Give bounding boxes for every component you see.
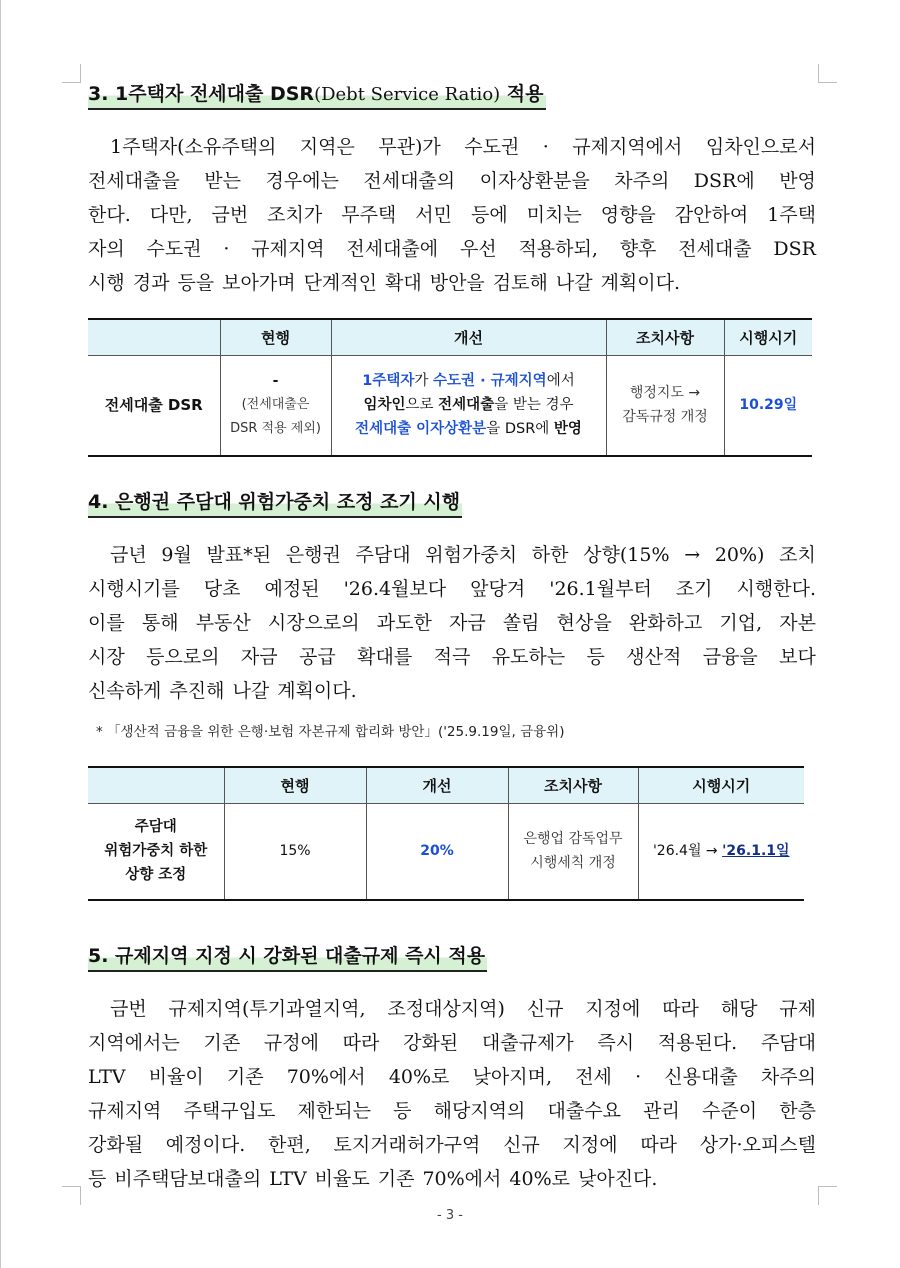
- section-3-heading-main: 3. 1주택자 전세대출 DSR: [88, 83, 315, 105]
- paragraph-word: 경우에는: [265, 170, 339, 192]
- paragraph-word: 1주택자(소유주택의: [110, 136, 277, 158]
- paragraph-word: 차주의: [760, 1066, 816, 1088]
- paragraph-word: 발표*된: [206, 544, 272, 566]
- paragraph-word: 서민: [415, 204, 452, 226]
- paragraph-word: 향후: [619, 238, 657, 260]
- paragraph-line: [88, 1162, 816, 1196]
- paragraph-word: 자금: [240, 646, 278, 668]
- table-header-cell: 개선: [331, 319, 606, 356]
- paragraph-word: 낮아지며,: [472, 1066, 553, 1088]
- bold-text: 임차인: [363, 397, 406, 414]
- paragraph-word: 신규: [503, 1134, 540, 1156]
- plain-text: 을 DSR에: [486, 421, 554, 438]
- paragraph-word: 나갈: [232, 680, 270, 702]
- table-header-cell: [88, 767, 224, 804]
- paragraph-word: 조기: [675, 578, 713, 600]
- paragraph-word: 시장: [88, 646, 125, 668]
- paragraph-line: [88, 538, 816, 572]
- paragraph-word: 따라: [342, 1032, 380, 1054]
- paragraph-word: 지정에: [585, 998, 641, 1020]
- paragraph-line: [88, 1060, 816, 1094]
- paragraph-word: 반영: [779, 170, 816, 192]
- paragraph-word: LTV: [269, 1168, 307, 1190]
- paragraph-word: 적용된다.: [657, 1032, 738, 1054]
- section-3-table: [88, 318, 812, 457]
- paragraph-word: 자금: [448, 612, 486, 634]
- paragraph-word: 위험가중치: [425, 544, 518, 566]
- paragraph-word: 계획이다.: [277, 680, 357, 702]
- paragraph-word: 추진해: [169, 680, 225, 702]
- paragraph-word: 규제지역: [88, 1100, 162, 1122]
- row-label-line: 위험가중치 하한: [104, 843, 208, 860]
- paragraph-word: 감안하여: [674, 204, 749, 226]
- paragraph-word: 적용하되,: [518, 238, 598, 260]
- timing-old: '26.4월 →: [652, 843, 723, 860]
- paragraph-word: 대출수요: [547, 1100, 621, 1122]
- paragraph-word: 토지거래허가구역: [333, 1134, 481, 1156]
- table-header-cell: 시행시기: [724, 319, 812, 356]
- paragraph-word: ·: [223, 238, 230, 260]
- row-label: [88, 804, 224, 900]
- current-cell: [220, 356, 331, 456]
- paragraph-line: [88, 640, 816, 674]
- paragraph-word: 수준이: [702, 1100, 758, 1122]
- paragraph-word: 금번: [110, 998, 147, 1020]
- paragraph-word: 전세대출에: [346, 238, 439, 260]
- paragraph-word: 신용대출: [664, 1066, 738, 1088]
- paragraph-word: 통해: [141, 612, 179, 634]
- action-line: 은행업 감독업무: [523, 831, 623, 848]
- paragraph-word: 무관)가: [378, 136, 441, 158]
- paragraph-word: 한편,: [268, 1134, 311, 1156]
- paragraph-word: 지역은: [299, 136, 355, 158]
- paragraph-word: 등: [586, 646, 605, 668]
- table-header-cell: 조치사항: [606, 319, 724, 356]
- paragraph-word: 등: [88, 1168, 107, 1190]
- paragraph-word: 40%로: [509, 1168, 570, 1190]
- paragraph-word: 금년: [110, 544, 147, 566]
- paragraph-word: 확대: [385, 272, 422, 294]
- paragraph-line: [88, 674, 816, 708]
- paragraph-word: 비율이: [148, 1066, 204, 1088]
- paragraph-word: 부동산: [195, 612, 251, 634]
- bold-text: 전세대출: [438, 397, 495, 414]
- paragraph-word: 시행한다.: [736, 578, 816, 600]
- timing-cell: 10.29일: [724, 356, 812, 456]
- paragraph-word: 등을: [177, 272, 215, 294]
- table-header-cell: 조치사항: [508, 767, 638, 804]
- paragraph-word: 기업,: [719, 612, 763, 634]
- paragraph-word: 이를: [88, 612, 125, 634]
- paragraph-word: 등으로의: [146, 646, 220, 668]
- paragraph-word: 70%에서: [286, 1066, 366, 1088]
- section-5-heading: 5. 규제지역 지정 시 강화된 대출규제 즉시 적용: [88, 942, 487, 972]
- improvement-line: [338, 369, 600, 393]
- paragraph-word: 금번: [211, 204, 249, 226]
- paragraph-word: 생산적: [626, 646, 682, 668]
- paragraph-word: 공급: [299, 646, 336, 668]
- paragraph-word: 조정대상지역): [387, 998, 505, 1020]
- paragraph-word: '26.4월보다: [343, 578, 447, 600]
- paragraph-word: 규정에: [263, 1032, 319, 1054]
- paragraph-word: 비율도: [314, 1168, 370, 1190]
- paragraph-word: 전세대출의: [363, 170, 456, 192]
- section-3-heading-tail: 적용: [500, 83, 544, 105]
- paragraph-word: 1주택: [767, 204, 816, 226]
- paragraph-word: 유도하는: [491, 646, 566, 668]
- paragraph-word: 받는: [204, 170, 241, 192]
- paragraph-word: 수도권: [464, 136, 520, 158]
- crop-mark-top-right: [818, 64, 837, 83]
- paragraph-word: 보아가며: [222, 272, 296, 294]
- paragraph-line: [88, 606, 816, 640]
- paragraph-word: 대출규제가: [481, 1032, 574, 1054]
- paragraph-word: 미치는: [526, 204, 582, 226]
- paragraph-word: 예정이다.: [165, 1134, 246, 1156]
- section-3-heading-paren: (Debt Service Ratio): [314, 84, 501, 105]
- paragraph-word: 조치가: [267, 204, 323, 226]
- paragraph-word: 주담대: [760, 1032, 816, 1054]
- paragraph-word: 시행시기를: [88, 578, 180, 600]
- paragraph-word: 이자상환분을: [479, 170, 590, 192]
- paragraph-word: 20%): [714, 544, 765, 566]
- paragraph-line: [88, 992, 816, 1026]
- improvement-line: [338, 393, 600, 417]
- crop-mark-bottom-left: [62, 1186, 81, 1205]
- current-dash: -: [272, 373, 279, 390]
- paragraph-word: 신규: [526, 998, 564, 1020]
- paragraph-word: '26.1월부터: [549, 578, 652, 600]
- paragraph-word: 보다: [779, 646, 816, 668]
- highlight-text: 수도권 · 규제지역: [433, 373, 547, 390]
- table-header-cell: 현행: [224, 767, 366, 804]
- paragraph-word: 주담대: [355, 544, 411, 566]
- paragraph-word: 규제지역: [251, 238, 325, 260]
- paragraph-word: 따라: [640, 1134, 678, 1156]
- plain-text: 으로: [405, 397, 439, 414]
- improvement-cell: 20%: [366, 804, 508, 900]
- paragraph-word: 등에: [470, 204, 508, 226]
- paragraph-word: 시행: [88, 272, 125, 294]
- paragraph-word: ·: [542, 136, 549, 158]
- paragraph-line: [88, 232, 816, 266]
- section-5-paragraph: [88, 992, 816, 1196]
- paragraph-word: 한층: [779, 1100, 816, 1122]
- paragraph-word: 조치: [779, 544, 816, 566]
- paragraph-word: 영향을: [600, 204, 656, 226]
- paragraph-word: 수도권: [146, 238, 202, 260]
- paragraph-word: 제한되는: [297, 1100, 371, 1122]
- paragraph-word: 검토해: [492, 272, 548, 294]
- row-label: 전세대출 DSR: [88, 356, 220, 456]
- paragraph-word: 적극: [433, 646, 471, 668]
- crop-mark-top-left: [62, 64, 81, 83]
- paragraph-word: 경과: [132, 272, 170, 294]
- paragraph-word: 현상을: [556, 612, 612, 634]
- paragraph-word: 단계적인: [303, 272, 377, 294]
- paragraph-word: →: [684, 544, 701, 566]
- section-4-heading: 4. 은행권 주담대 위험가중치 조정 조기 시행: [88, 488, 462, 518]
- paragraph-word: 은행권: [285, 544, 341, 566]
- table-header-row: [88, 767, 804, 804]
- current-cell: 15%: [224, 804, 366, 900]
- paragraph-word: 9월: [161, 544, 192, 566]
- page-number: - 3 -: [437, 1208, 463, 1223]
- paragraph-word: 기존: [226, 1066, 264, 1088]
- paragraph-word: 40%로: [388, 1066, 450, 1088]
- paragraph-word: 70%에서: [422, 1168, 502, 1190]
- paragraph-word: 완화하고: [628, 612, 703, 634]
- paragraph-word: 상향(15%: [583, 544, 670, 566]
- row-label-line: 주담대: [134, 819, 177, 836]
- table-header-cell: 시행시기: [638, 767, 804, 804]
- table-header-row: [88, 319, 812, 356]
- paragraph-line: [88, 130, 816, 164]
- paragraph-word: 앞당겨: [470, 578, 526, 600]
- paragraph-word: 규제지역에서: [572, 136, 683, 158]
- highlight-text: 1주택자: [362, 373, 415, 390]
- table-header-cell: 개선: [366, 767, 508, 804]
- paragraph-word: 전세대출: [678, 238, 752, 260]
- paragraph-word: 당초: [203, 578, 241, 600]
- paragraph-line: [88, 1026, 816, 1060]
- paragraph-line: [88, 266, 816, 300]
- paragraph-word: 자본: [779, 612, 816, 634]
- current-note-line: DSR 적용 제외): [230, 421, 321, 437]
- paragraph-word: 방안을: [429, 272, 485, 294]
- footnote: * 「생산적 금융을 위한 은행·보험 자본규제 합리화 방안」('25.9.19일, 금융위): [96, 724, 565, 740]
- paragraph-word: 신속하게: [88, 680, 162, 702]
- page-edge-line: [0, 0, 1, 1268]
- paragraph-word: 낮아진다.: [578, 1168, 658, 1190]
- paragraph-word: 전세대출을: [88, 170, 180, 192]
- paragraph-word: 과도한: [376, 612, 432, 634]
- paragraph-word: 예정된: [264, 578, 320, 600]
- paragraph-word: 강화된: [403, 1032, 459, 1054]
- paragraph-word: 지역에서는: [88, 1032, 180, 1054]
- paragraph-word: 시장으로의: [267, 612, 360, 634]
- paragraph-line: [88, 1128, 816, 1162]
- section-3-heading: [88, 80, 546, 110]
- paragraph-word: 등: [393, 1100, 412, 1122]
- paragraph-word: 기존: [377, 1168, 415, 1190]
- bold-text: 반영: [553, 421, 582, 438]
- paragraph-word: 쏠림: [502, 612, 540, 634]
- paragraph-word: 비주택담보대출의: [114, 1168, 262, 1190]
- highlight-text: 전세대출 이자상환분: [355, 421, 487, 438]
- paragraph-word: 임차인으로서: [705, 136, 816, 158]
- paragraph-word: 자의: [88, 238, 125, 260]
- paragraph-word: 관리: [643, 1100, 680, 1122]
- paragraph-word: DSR에: [693, 170, 755, 192]
- section-3-paragraph: [88, 130, 816, 300]
- plain-text: 에서: [546, 373, 575, 390]
- timing-cell: [638, 804, 804, 900]
- section-4-table: [88, 766, 804, 901]
- paragraph-word: 강화될: [88, 1134, 144, 1156]
- paragraph-word: 규제: [779, 998, 816, 1020]
- table-header-cell: 현행: [220, 319, 331, 356]
- table-row: [88, 356, 812, 456]
- paragraph-word: 금융을: [702, 646, 758, 668]
- paragraph-word: 차주의: [614, 170, 670, 192]
- paragraph-word: 계획이다.: [600, 272, 681, 294]
- current-note-line: (전세대출은: [241, 397, 310, 413]
- timing-new: '26.1.1일: [722, 843, 790, 860]
- table-header-cell: [88, 319, 220, 356]
- paragraph-word: LTV: [88, 1066, 126, 1088]
- paragraph-line: [88, 164, 816, 198]
- paragraph-word: 따라: [662, 998, 699, 1020]
- paragraph-word: 확대를: [357, 646, 413, 668]
- paragraph-word: 주택구입도: [183, 1100, 276, 1122]
- action-line: 감독규정 개정: [622, 409, 708, 426]
- paragraph-word: 무주택: [341, 204, 397, 226]
- table-row: [88, 804, 804, 900]
- crop-mark-bottom-right: [818, 1186, 837, 1205]
- paragraph-word: ·: [635, 1066, 642, 1088]
- action-line: 행정지도 →: [629, 385, 701, 402]
- row-label-line: 상향 조정: [125, 867, 187, 884]
- paragraph-word: 하한: [531, 544, 569, 566]
- action-cell: [606, 356, 724, 456]
- paragraph-word: 해당지역의: [433, 1100, 526, 1122]
- paragraph-word: 나갈: [555, 272, 593, 294]
- improvement-line: [338, 417, 600, 441]
- paragraph-word: 즉시: [597, 1032, 635, 1054]
- paragraph-word: DSR: [773, 238, 816, 260]
- paragraph-word: 상가·오피스텔: [699, 1134, 816, 1156]
- paragraph-word: 우선: [459, 238, 497, 260]
- plain-text: 가: [414, 373, 434, 390]
- paragraph-word: 다만,: [149, 204, 193, 226]
- plain-text: 을 받는 경우: [494, 397, 574, 414]
- action-cell: [508, 804, 638, 900]
- paragraph-word: 한다.: [88, 204, 131, 226]
- paragraph-word: 해당: [720, 998, 758, 1020]
- paragraph-word: 규제지역(투기과열지역,: [168, 998, 366, 1020]
- action-line: 시행세칙 개정: [530, 855, 616, 872]
- improvement-cell: [331, 356, 606, 456]
- paragraph-line: [88, 1094, 816, 1128]
- paragraph-line: [88, 198, 816, 232]
- section-4-paragraph: [88, 538, 816, 708]
- paragraph-word: 기존: [203, 1032, 241, 1054]
- paragraph-word: 전세: [575, 1066, 612, 1088]
- paragraph-line: [88, 572, 816, 606]
- paragraph-word: 지정에: [562, 1134, 618, 1156]
